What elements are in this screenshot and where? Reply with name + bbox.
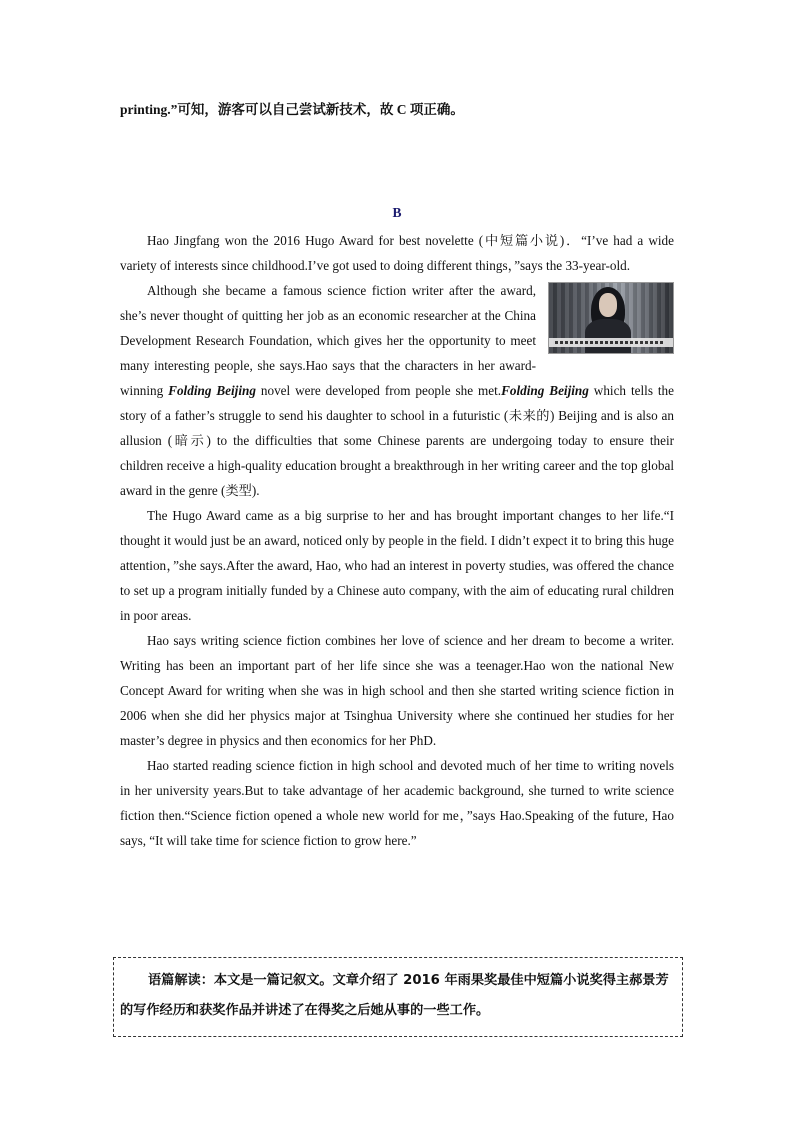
summary-box <box>113 957 683 1037</box>
news-photo-image <box>548 282 674 354</box>
book-title: Folding Beijing <box>168 383 256 398</box>
book-title-2: Folding Beijing <box>501 383 589 398</box>
person-body <box>585 319 631 353</box>
paragraph-5: Hao started reading science fiction in high school and devoted much of her time to writing novels in her university years.But to take advantage of her academic background, she turned to write science fiction then.“Science fiction opened a whole new world for me，”says Hao.Speaking of the future, Hao says, “It will take time for science fiction to grow here.” <box>120 758 674 848</box>
paragraph-2-mid1: novel were developed from people she met. <box>255 383 502 398</box>
section-heading: B <box>392 205 402 220</box>
paragraph-2 <box>120 278 674 503</box>
person-face <box>599 293 617 317</box>
article-body <box>120 228 674 853</box>
news-caption-bar <box>549 338 673 347</box>
previous-answer-line: printing.”可知，游客可以自己尝试新技术，故 C 项正确。 <box>120 102 464 117</box>
paragraph-2-start: Although she became a famous science fiction writer after the award, she’s never thought of quitting her job as an economic researcher at the China Development Research Foundation, which gives her the opportunity to meet many interesting people, she says.Hao says that the characters in her award-winning <box>120 283 536 398</box>
paragraph-3: The Hugo Award came as a big surprise to her and has brought important changes to her life.“I thought it would just be an award, noticed only by people in the field. I didn’t expect it to bring this huge attention，”she says.After the award, Hao, who had an interest in poverty studies, was offered the chance to set up a program initially funded by a Chinese auto company, with the aim of educating rural children in poor areas. <box>120 508 674 623</box>
summary-text: 语篇解读：本文是一篇记叙文。文章介绍了 2016 年雨果奖最佳中短篇小说奖得主郝景芳的写作经历和获奖作品并讲述了在得奖之后她从事的一些工作。 <box>120 973 669 1018</box>
paragraph-2-mid2: which tells the story of a father’s struggle to send his daughter to school in a futuristic (未来的) Beijing and is also an allusion (暗示) to the difficulties that some Chinese parents are undergoing today to ensure their children receive a high-quality education brought a breakthrough in her writing career and the top global award in the genre (类型). <box>120 383 675 498</box>
paragraph-4: Hao says writing science fiction combines her love of science and her dream to become a writer. Writing has been an important part of her life since she was a teenager.Hao won the national New Concept Award for writing when she was in high school and then she started writing science fiction in 2006 when she did her physics major at Tsinghua University where she continued her studies for her master’s degree in physics and then economics for her PhD. <box>120 633 674 748</box>
paragraph-1: Hao Jingfang won the 2016 Hugo Award for best novelette (中短篇小说)．“I’ve had a wide variety of interests since childhood.I’ve got used to doing different things，”says the 33-year-old. <box>120 233 674 273</box>
